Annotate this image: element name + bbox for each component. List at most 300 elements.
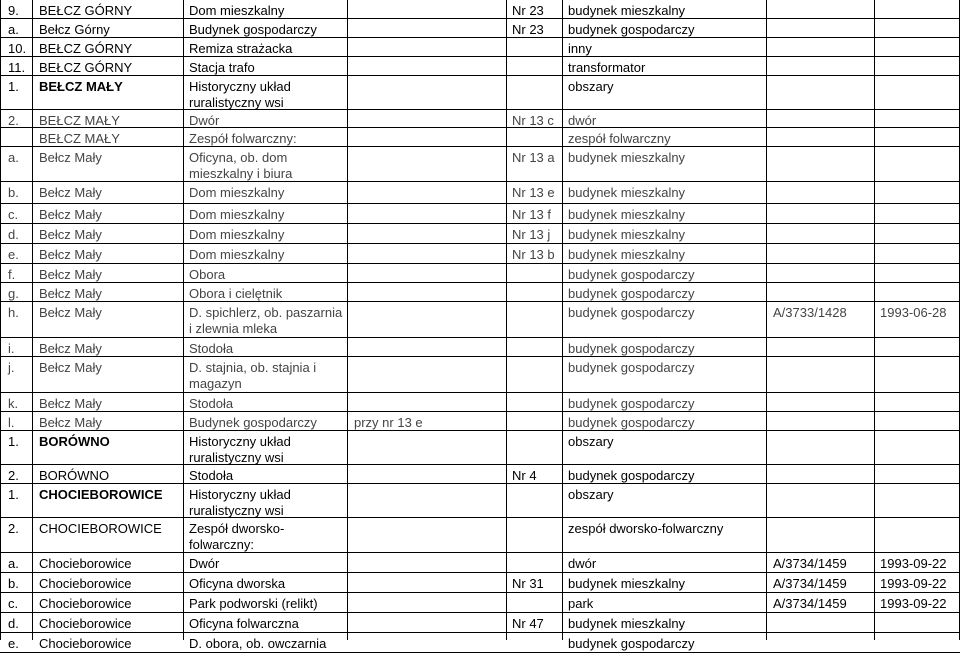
cell-text: Nr 31 [512,576,544,591]
table-row [0,19,960,38]
cell-c0 [8,636,19,652]
cell-text: Nr 13 f [512,207,552,222]
cell-c5 [568,113,596,129]
column-divider [506,0,507,640]
cell-text: Nr 13 a [512,150,555,165]
cell-c7 [880,596,947,612]
cell-text: Dom mieszkalny [189,207,285,222]
cell-c3 [354,415,423,431]
cell-text: k. [8,396,19,411]
cell-text: budynek gospodarczy [568,341,695,356]
cell-c2 [189,22,317,38]
column-divider [874,0,875,640]
cell-c5 [568,60,645,76]
table-row [0,465,960,484]
cell-c0 [8,396,18,412]
table-row [0,57,960,76]
cell-c1 [39,396,102,412]
cell-c1 [39,576,132,592]
cell-text: Nr 23 [512,22,544,37]
cell-text: Obora [189,267,226,282]
table-row [0,110,960,128]
cell-text: budynek mieszkalny [568,247,686,262]
cell-text: BEŁCZ MAŁY [39,131,120,146]
cell-c5 [568,3,685,19]
cell-text: park [568,596,594,611]
cell-c5 [568,556,596,572]
cell-c1 [39,79,123,95]
cell-text: Park podworski (relikt) [189,596,318,611]
cell-text: a. [8,150,19,165]
cell-text: Historyczny układ [189,79,291,94]
cell-c2 [189,207,284,223]
cell-text: Bełcz Mały [39,341,102,356]
cell-text: budynek gospodarczy [568,286,695,301]
cell-c1 [39,434,110,450]
cell-text: budynek gospodarczy [568,360,695,375]
cell-c0 [8,468,19,484]
table-row [0,393,960,412]
cell-text: Stodoła [189,468,234,483]
cell-c5 [568,415,694,431]
cell-text: Chocieborowice [39,576,132,591]
cell-text: A/3734/1459 [773,596,847,611]
cell-c1 [39,556,132,572]
column-divider [183,0,184,640]
cell-text: Bełcz Mały [39,286,102,301]
cell-text: budynek mieszkalny [568,227,686,242]
cell-text: Historyczny układ [189,487,291,502]
cell-text: zespół folwarczny [568,131,671,146]
cell-text: BORÓWNO [39,434,110,449]
cell-text: budynek mieszkalny [568,150,686,165]
cell-c5 [568,305,694,321]
cell-c4 [512,22,544,38]
cell-text: Bełcz Mały [39,185,102,200]
cell-c1 [39,341,102,357]
cell-text: BEŁCZ MAŁY [39,113,120,128]
column-divider [562,0,563,640]
cell-text: d. [8,227,19,242]
cell-c4 [512,468,537,484]
table-row [0,338,960,357]
cell-c4 [512,227,550,243]
cell-text: obszary [568,79,614,94]
table-row [0,38,960,57]
table-row [0,553,960,573]
cell-text: Oficyna, ob. dom [189,150,288,165]
cell-c2 [189,576,285,592]
cell-text: Bełcz Mały [39,305,102,320]
cell-c4 [512,150,555,166]
cell-text: Bełcz Mały [39,267,102,282]
cell-c5 [568,616,685,632]
cell-c5 [568,286,694,302]
cell-c2 [189,79,291,111]
column-divider [32,0,33,640]
cell-c1 [39,41,132,57]
table-row [0,244,960,264]
cell-text: Chocieborowice [39,556,132,571]
cell-c1 [39,227,102,243]
cell-c0 [8,185,19,201]
cell-text: BORÓWNO [39,468,110,483]
cell-text: inny [568,41,592,56]
cell-c0 [8,113,19,129]
cell-text: budynek mieszkalny [568,616,686,631]
cell-text: obszary [568,434,614,449]
cell-c0 [8,247,19,263]
cell-c2 [189,596,318,612]
cell-text: BEŁCZ GÓRNY [39,60,133,75]
cell-text: Bełcz Mały [39,360,102,375]
cell-c1 [39,247,102,263]
cell-text: Oficyna dworska [189,576,286,591]
cell-c1 [39,113,120,129]
cell-c0 [8,576,19,592]
cell-c2 [189,3,284,19]
cell-text: D. spichlerz, ob. paszarnia [189,305,343,320]
table-row [0,283,960,302]
cell-text: Zespół folwarczny: [189,131,297,146]
cell-c0 [8,434,19,450]
cell-text: 2. [8,521,19,536]
cell-text: budynek mieszkalny [568,185,686,200]
cell-text: j. [8,360,15,375]
cell-c2 [189,131,297,147]
cell-c5 [568,185,685,201]
cell-text-line2: i zlewnia mleka [189,321,278,336]
cell-c2 [189,227,284,243]
cell-c5 [568,247,685,263]
cell-c0 [8,267,15,283]
cell-text: Chocieborowice [39,616,132,631]
cell-c0 [8,22,19,38]
cell-text: przy nr 13 e [354,415,423,430]
cell-text: budynek mieszkalny [568,576,686,591]
cell-text: Stodoła [189,396,234,411]
cell-c6 [773,305,847,321]
cell-c5 [568,150,685,166]
cell-c0 [8,596,18,612]
cell-c2 [189,185,284,201]
cell-c2 [189,286,282,302]
cell-text-line2: magazyn [189,376,242,391]
cell-c2 [189,468,233,484]
cell-text: zespół dworsko-folwarczny [568,521,724,536]
cell-text: Nr 13 b [512,247,555,262]
cell-text-line2: folwarczny: [189,537,255,552]
cell-text: Dom mieszkalny [189,3,285,18]
table-row [0,182,960,204]
table-row [0,613,960,633]
table-row [0,593,960,613]
cell-text: e. [8,636,19,651]
cell-text: Stodoła [189,341,234,356]
cell-text: 1993-09-22 [880,596,947,611]
table-row [0,518,960,553]
cell-text: i. [8,341,15,356]
cell-c0 [8,487,19,503]
cell-text: Remiza strażacka [189,41,293,56]
cell-c1 [39,207,102,223]
cell-text: Bełcz Mały [39,207,102,222]
cell-text: 10. [8,41,27,56]
table-row [0,264,960,283]
cell-c2 [189,41,292,57]
cell-c1 [39,616,132,632]
table-row [0,431,960,465]
cell-text: e. [8,247,19,262]
cell-text: dwór [568,556,597,571]
cell-text: Bełcz Mały [39,150,102,165]
cell-text: Dom mieszkalny [189,185,285,200]
cell-text: g. [8,286,19,301]
cell-text: l. [8,415,15,430]
cell-text: Dwór [189,113,220,128]
cell-text: 1. [8,434,19,449]
cell-c5 [568,434,614,450]
cell-c2 [189,360,316,392]
cell-c1 [39,267,102,283]
cell-text: Chocieborowice [39,596,132,611]
cell-text: budynek mieszkalny [568,207,686,222]
cell-c0 [8,360,15,376]
cell-text: 1993-09-22 [880,576,947,591]
cell-c7 [880,556,947,572]
cell-c0 [8,521,19,537]
cell-c2 [189,247,284,263]
cell-text: Bełcz Mały [39,227,102,242]
cell-c0 [8,341,15,357]
cell-text: Dom mieszkalny [189,227,285,242]
cell-text: Stacja trafo [189,60,255,75]
cell-text: Bełcz Mały [39,396,102,411]
cell-text: a. [8,22,19,37]
table-row [0,412,960,431]
cell-text: budynek mieszkalny [568,3,686,18]
cell-text: c. [8,596,19,611]
table-row [0,224,960,244]
cell-c2 [189,396,233,412]
cell-text: Nr 13 e [512,185,555,200]
table-row [0,633,960,653]
cell-c1 [39,286,102,302]
cell-text: dwór [568,113,597,128]
cell-text: Obora i cielętnik [189,286,283,301]
cell-c5 [568,636,694,652]
cell-text: Nr 13 j [512,227,551,242]
cell-c5 [568,468,694,484]
table-row [0,204,960,224]
cell-text-line2: ruralistyczny wsi [189,95,284,110]
cell-text: h. [8,305,19,320]
cell-c5 [568,596,593,612]
cell-c6 [773,596,847,612]
cell-text: Chocieborowice [39,636,132,651]
cell-c5 [568,341,694,357]
cell-c7 [880,305,947,321]
cell-c2 [189,487,291,519]
column-divider [0,0,1,640]
cell-text: D. obora, ob. owczarnia [189,636,327,651]
cell-c5 [568,396,694,412]
cell-c4 [512,3,544,19]
cell-text: 9. [8,3,19,18]
cell-c1 [39,60,132,76]
table-row [0,357,960,393]
cell-c2 [189,434,291,466]
cell-text: BEŁCZ GÓRNY [39,3,133,18]
cell-text: a. [8,556,19,571]
cell-text: Nr 13 c [512,113,554,128]
column-divider [766,0,767,640]
table-row [0,302,960,338]
cell-c0 [8,556,19,572]
cell-text: transformator [568,60,646,75]
cell-text: obszary [568,487,614,502]
cell-c2 [189,150,292,182]
cell-text: Dwór [189,556,220,571]
cell-c2 [189,556,219,572]
cell-text: Bełcz Mały [39,247,102,262]
cell-c7 [880,576,947,592]
cell-c4 [512,113,554,129]
cell-c1 [39,468,109,484]
cell-c0 [8,41,26,57]
cell-text: d. [8,616,19,631]
cell-c1 [39,185,102,201]
cell-text: 1993-09-22 [880,556,947,571]
cell-text-line2: mieszkalny i biura [189,166,293,181]
cell-text: CHOCIEBOROWICE [39,521,162,536]
cell-text: Nr 23 [512,3,544,18]
cell-text: c. [8,207,19,222]
cell-c2 [189,341,233,357]
cell-c6 [773,556,847,572]
cell-text: Historyczny układ [189,434,291,449]
cell-text: A/3734/1459 [773,576,847,591]
cell-c5 [568,207,685,223]
cell-c2 [189,267,225,283]
cell-text: 1. [8,487,19,502]
table-row [0,147,960,182]
cell-text: 1. [8,79,19,94]
cell-c0 [8,616,19,632]
cell-c0 [8,305,19,321]
cell-text: budynek gospodarczy [568,305,695,320]
cell-text: Bełcz Mały [39,415,102,430]
cell-c2 [189,305,342,337]
cell-text: Budynek gospodarczy [189,22,317,37]
cell-text: BEŁCZ GÓRNY [39,41,133,56]
cell-c1 [39,22,110,38]
cell-c4 [512,576,544,592]
cell-c1 [39,521,162,537]
cell-text: budynek gospodarczy [568,468,695,483]
cell-c5 [568,41,592,57]
cell-c1 [39,150,102,166]
table-row [0,0,960,19]
cell-c5 [568,487,614,503]
cell-c1 [39,3,132,19]
column-divider [347,0,348,640]
cell-c5 [568,131,671,147]
cell-text: budynek gospodarczy [568,415,695,430]
cell-text-line2: ruralistyczny wsi [189,450,284,465]
cell-c1 [39,636,132,652]
cell-text: BEŁCZ MAŁY [39,79,123,94]
table-row [0,128,960,147]
cell-text: budynek gospodarczy [568,636,695,651]
cell-c0 [8,415,15,431]
cell-text: Dom mieszkalny [189,247,285,262]
cell-text: budynek gospodarczy [568,396,695,411]
cell-c4 [512,247,555,263]
cell-c5 [568,521,723,537]
table-row [0,76,960,110]
cell-c0 [8,3,19,19]
cell-c5 [568,227,685,243]
cell-c4 [512,185,555,201]
cell-c5 [568,79,614,95]
cell-text-line2: ruralistyczny wsi [189,503,284,518]
cell-c5 [568,22,694,38]
cell-text: A/3734/1459 [773,556,847,571]
cell-text: Nr 4 [512,468,537,483]
cell-c2 [189,636,326,652]
cell-c6 [773,576,847,592]
cell-text: Zespół dworsko- [189,521,285,536]
cell-c2 [189,60,255,76]
cell-text: 2. [8,468,19,483]
cell-text: D. stajnia, ob. stajnia i [189,360,317,375]
cell-text: f. [8,267,16,282]
cell-c0 [8,60,25,76]
cell-c1 [39,131,120,147]
cell-c5 [568,267,694,283]
cell-c0 [8,79,19,95]
cell-c0 [8,227,19,243]
cell-text: budynek gospodarczy [568,267,695,282]
cell-c2 [189,616,299,632]
cell-text: 1993-06-28 [880,305,947,320]
cell-c0 [8,207,18,223]
cell-c5 [568,360,694,376]
cell-c5 [568,576,685,592]
cell-c1 [39,596,132,612]
cell-text: Nr 47 [512,616,544,631]
cell-text: 11. [8,60,26,75]
cell-text: b. [8,185,19,200]
cell-text: b. [8,576,19,591]
cell-text: budynek gospodarczy [568,22,695,37]
cell-c1 [39,360,102,376]
cell-text: 2. [8,113,19,128]
cell-c0 [8,150,19,166]
cell-c1 [39,305,102,321]
cell-text: Oficyna folwarczna [189,616,299,631]
cell-c4 [512,207,551,223]
cell-text: Bełcz Górny [39,22,110,37]
cell-c4 [512,616,544,632]
cell-c2 [189,113,219,129]
cell-c1 [39,415,102,431]
cell-c1 [39,487,163,503]
cell-c2 [189,521,284,553]
cell-text: A/3733/1428 [773,305,847,320]
cell-c0 [8,286,19,302]
